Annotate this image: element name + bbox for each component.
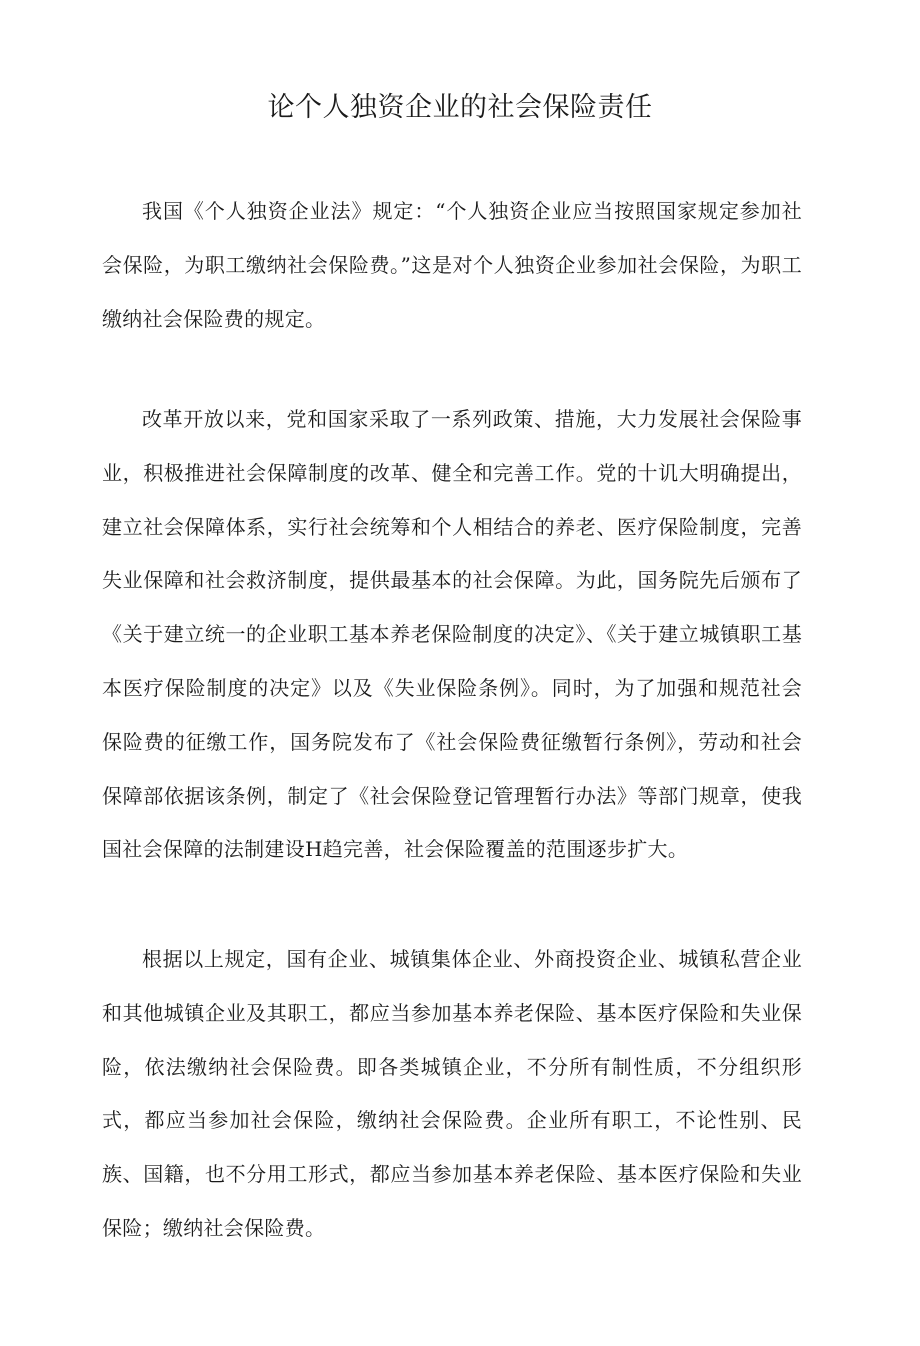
document-title: 论个人独资企业的社会保险责任	[267, 92, 653, 123]
paragraph-coverage-scope: 根据以上规定，国有企业、城镇集体企业、外商投资企业、城镇私营企业和其他城镇企业及其职工，都应当参加基本养老保险、基本医疗保险和失业保险，依法缴纳社会保险费。即各类城镇企业，不分所有制性质，不分组织形式，都应当参加社会保险，缴纳社会保险费。企业所有职工，不论性别、民族、国籍，也不分用工形式，都应当参加基本养老保险、基本医疗保险和失业保险；缴纳社会保险费。	[102, 947, 802, 1240]
paragraph-reform-background: 改革开放以来，党和国家采取了一系列政策、措施，大力发展社会保险事业，积极推进社会保障制度的改革、健全和完善工作。党的十讥大明确提出，建立社会保障体系，实行社会统筹和个人相结合的养老、医疗保险制度，完善失业保障和社会救济制度，提供最基本的社会保障。为此，国务院先后颁布了《关于建立统一的企业职工基本养老保险制度的决定》、《关于建立城镇职工基本医疗保险制度的决定》以及《失业保险条例》。同时，为了加强和规范社会保险费的征缴工作，国务院发布了《社会保险费征缴暂行条例》，劳动和社会保障部依据该条例，制定了《社会保险登记管理暂行办法》等部门规章，使我国社会保障的法制建设H趋完善，社会保险覆盖的范围逐步扩大。	[102, 407, 802, 862]
paragraph-legal-provision: 我国《个人独资企业法》规定：“个人独资企业应当按照国家规定参加社会保险，为职工缴纳社会保险费。”这是对个人独资企业参加社会保险，为职工缴纳社会保险费的规定。	[102, 199, 802, 331]
